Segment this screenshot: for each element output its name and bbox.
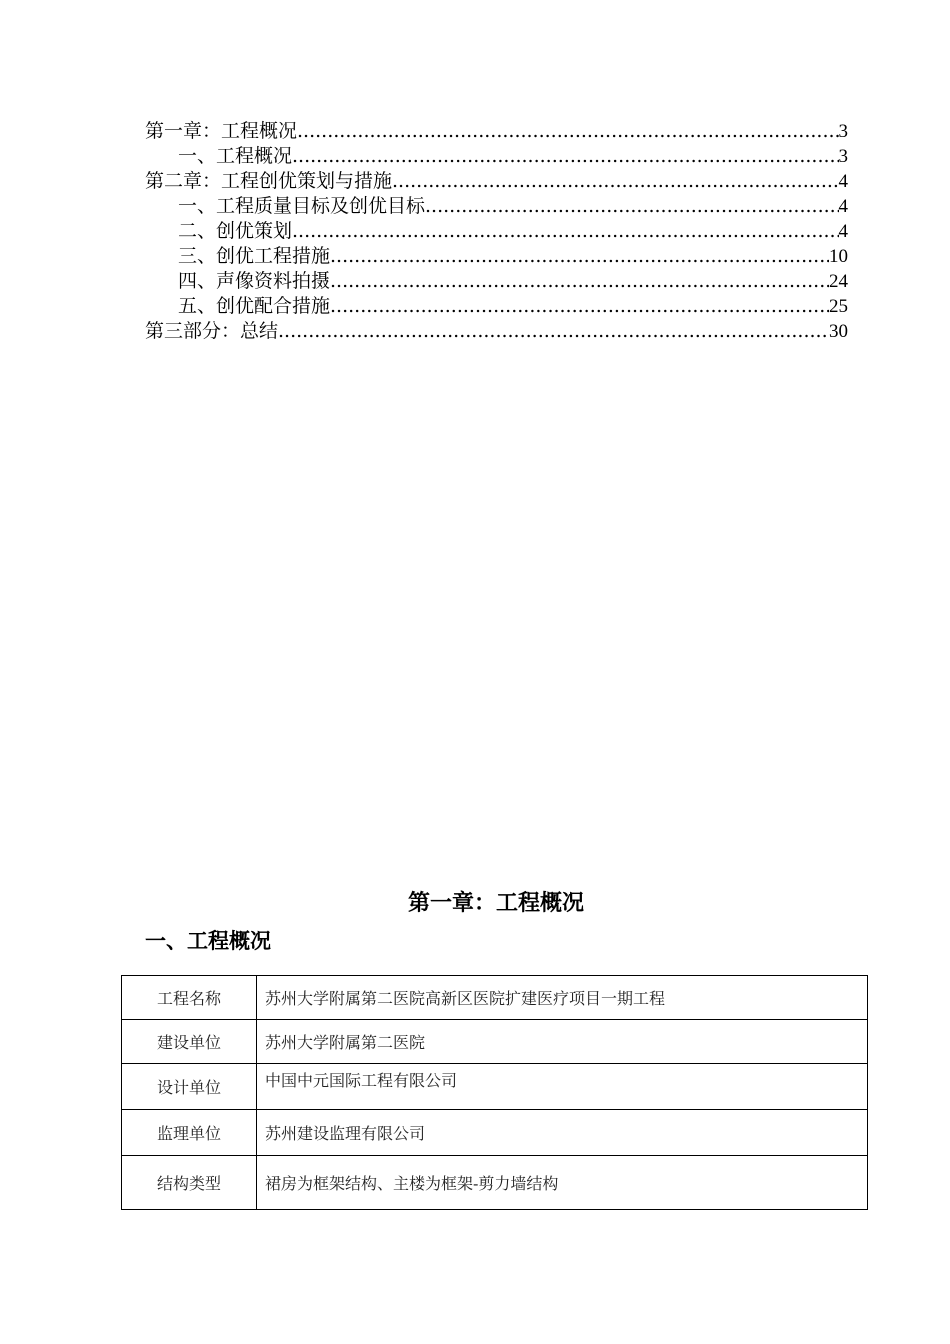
toc-entry-title: 五、创优配合措施 [178, 295, 331, 317]
section-title: 一、工程概况 [145, 929, 271, 953]
toc-leader-dots [425, 194, 838, 219]
toc-leader-dots [278, 319, 829, 344]
table-row [122, 1020, 868, 1064]
toc-entry[interactable] [145, 319, 848, 344]
toc-entry-title: 三、创优工程措施 [178, 245, 331, 267]
table-row [122, 976, 868, 1020]
row-label: 工程名称 [122, 976, 257, 1020]
toc-entry-title: 四、声像资料拍摄 [178, 270, 331, 292]
toc-entry-page: 4 [838, 171, 848, 192]
toc-leader-dots [330, 244, 829, 269]
toc-entry[interactable] [145, 219, 848, 244]
toc-entry-title: 第一章：工程概况 [145, 120, 298, 142]
row-value: 裙房为框架结构、主楼为框架-剪力墙结构 [257, 1156, 868, 1210]
row-label: 建设单位 [122, 1020, 257, 1064]
row-value: 苏州建设监理有限公司 [257, 1110, 868, 1156]
toc-leader-dots [297, 119, 838, 144]
toc-entry[interactable] [145, 119, 848, 144]
row-value: 苏州大学附属第二医院 [257, 1020, 868, 1064]
toc-entry-page: 4 [838, 221, 848, 242]
row-value: 苏州大学附属第二医院高新区医院扩建医疗项目一期工程 [257, 976, 868, 1020]
toc-leader-dots [292, 219, 838, 244]
toc-entry-page: 24 [829, 271, 848, 292]
toc-entry[interactable] [145, 194, 848, 219]
toc-entry[interactable] [145, 144, 848, 169]
toc-entry-page: 30 [829, 321, 848, 342]
toc-entry-title: 第三部分：总结 [145, 320, 279, 342]
table-row [122, 1156, 868, 1210]
toc-entry-page: 10 [829, 246, 848, 267]
toc-entry[interactable] [145, 269, 848, 294]
toc-leader-dots [392, 169, 838, 194]
toc-entry-page: 25 [829, 296, 848, 317]
table-row [122, 1110, 868, 1156]
project-info-table [121, 975, 868, 1210]
toc-leader-dots [330, 269, 829, 294]
table-row [122, 1064, 868, 1110]
table-of-contents [145, 119, 848, 344]
row-label: 结构类型 [122, 1156, 257, 1210]
toc-entry-title: 一、工程概况 [178, 145, 293, 167]
toc-entry-title: 第二章：工程创优策划与措施 [145, 170, 393, 192]
row-label: 监理单位 [122, 1110, 257, 1156]
toc-entry[interactable] [145, 244, 848, 269]
toc-entry-page: 3 [838, 146, 848, 167]
chapter-title: 第一章：工程概况 [407, 891, 584, 916]
toc-entry-page: 3 [838, 121, 848, 142]
toc-entry[interactable] [145, 294, 848, 319]
toc-entry-page: 4 [838, 196, 848, 217]
row-label: 设计单位 [122, 1064, 257, 1110]
toc-leader-dots [292, 144, 838, 169]
toc-entry[interactable] [145, 169, 848, 194]
toc-entry-title: 二、创优策划 [178, 220, 293, 242]
toc-entry-title: 一、工程质量目标及创优目标 [178, 195, 426, 217]
row-value: 中国中元国际工程有限公司 [257, 1064, 868, 1110]
toc-leader-dots [330, 294, 829, 319]
